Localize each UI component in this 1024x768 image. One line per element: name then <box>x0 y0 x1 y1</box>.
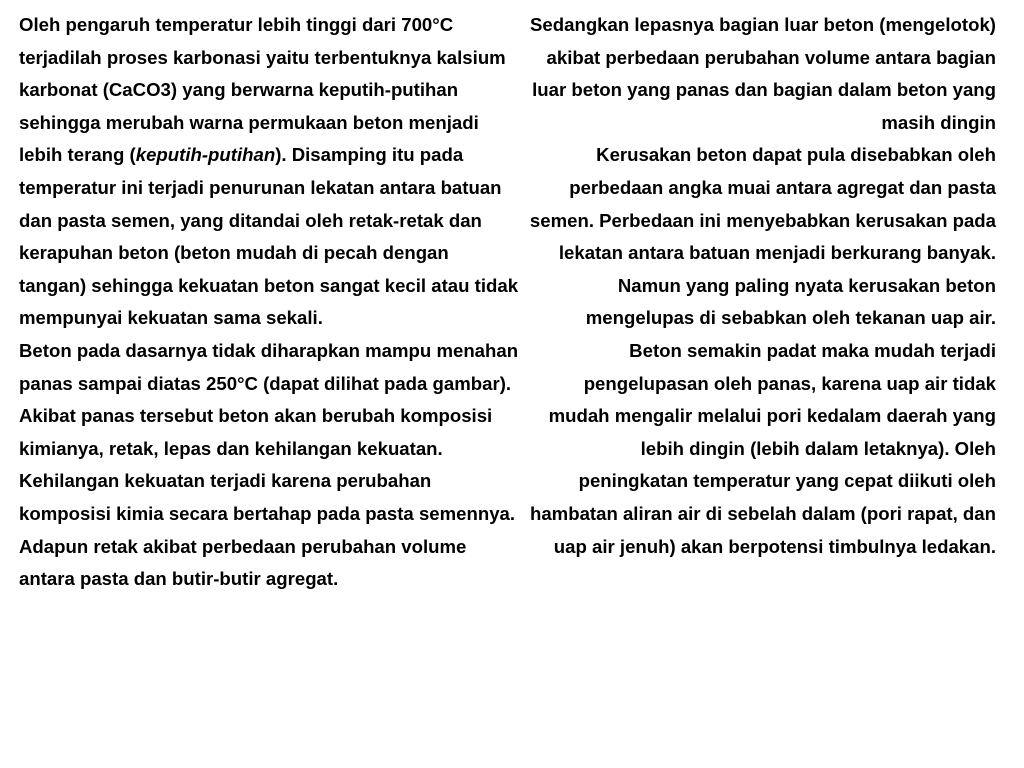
left-paragraph-1-text-start: Oleh pengaruh temperatur lebih tinggi dari 700°C terjadilah proses karbonasi yaitu terbentuknya kalsium karbonat (CaCO3) yang berwarna keputih-putihan sehingga merubah warna permukaan beton menjadi lebih terang ( <box>19 14 506 166</box>
left-text-column <box>19 9 519 596</box>
left-paragraph-1-text-end: ). Disamping itu pada temperatur ini terjadi penurunan lekatan antara batuan dan pasta semen, yang ditandai oleh retak-retak dan kerapuhan beton (beton mudah di pecah dengan tangan) sehingga kekuatan beton sangat kecil atau tidak mempunyai kekuatan sama sekali. <box>19 144 519 329</box>
left-paragraph-2: Beton pada dasarnya tidak diharapkan mampu menahan panas sampai diatas 250°C (dapat dilihat pada gambar). Akibat panas tersebut beton akan berubah komposisi kimianya, retak, lepas dan kehilangan kekuatan. Kehilangan kekuatan terjadi karena perubahan komposisi kimia secara bertahap pada pasta semennya. Adapun retak akibat perbedaan perubahan volume antara pasta dan butir-butir agregat. <box>19 339 519 590</box>
right-paragraph-2: Kerusakan beton dapat pula disebabkan oleh perbedaan angka muai antara agregat dan pasta semen. Perbedaan ini menyebabkan kerusakan pada lekatan antara batuan menjadi berkurang banyak. Namun yang paling nyata kerusakan beton mengelupas di sebabkan oleh tekanan uap air. Beton semakin padat maka mudah terjadi pengelupasan oleh panas, karena uap air tidak mudah mengalir melalui pori kedalam daerah yang lebih dingin (lebih dalam letaknya). Oleh peningkatan temperatur yang cepat diikuti oleh hambatan aliran air di sebelah dalam (pori rapat, dan uap air jenuh) akan berpotensi timbulnya ledakan. <box>529 144 996 557</box>
right-text-column <box>528 9 996 563</box>
right-paragraph-1: Sedangkan lepasnya bagian luar beton (mengelotok) akibat perbedaan perubahan volume antara bagian luar beton yang panas dan bagian dalam beton yang masih dingin <box>530 14 996 133</box>
left-paragraph-1-italic-term: keputih-putihan <box>135 144 276 166</box>
left-paragraph-1 <box>19 9 519 335</box>
